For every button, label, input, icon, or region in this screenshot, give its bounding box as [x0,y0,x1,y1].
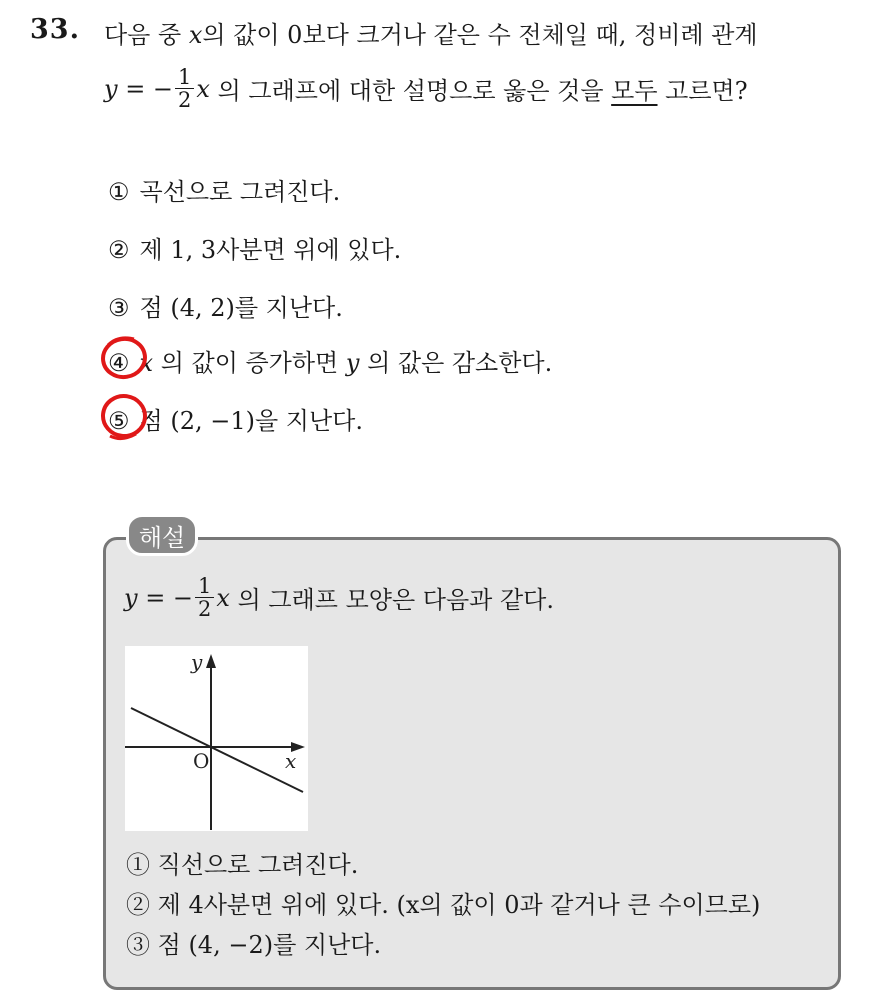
fraction: $\frac{1}{2}$ [175,66,194,111]
choice-text: 점 (4, 2)를 지난다. [139,294,343,322]
underlined-word: 모두 [611,77,658,105]
choice-marker: ② [108,236,130,264]
choice-2[interactable] [108,230,401,265]
choice-marker: ④ [108,349,130,377]
y-axis-arrow [206,654,216,668]
choice-marker: ① [108,178,130,206]
choice-1[interactable] [108,172,340,207]
graph-svg [125,646,308,831]
variable-x: x [188,21,203,49]
graph-figure [125,646,308,831]
choice-text: 점 (2, −1)을 지난다. [139,407,363,435]
solution-line-1: ① 직선으로 그려진다. [126,851,359,879]
choice-3[interactable] [108,288,343,323]
choice-marker: ⑤ [108,407,130,435]
graph-line [131,708,303,792]
choice-text: 곡선으로 그려진다. [139,178,341,206]
origin-label: O [193,749,210,773]
choice-4[interactable]: ④ x 의 값이 증가하면 y 의 값은 감소한다. [108,349,553,377]
choice-marker: ③ [108,294,130,322]
fraction: $\frac{1}{2}$ [195,575,214,620]
answer-circle-4 [98,333,154,385]
solution-line-2: ② 제 4사분면 위에 있다. (x의 값이 0과 같거나 큰 수이므로) [126,891,761,919]
question-line-1: 다음 중 x의 값이 0보다 크거나 같은 수 전체일 때, 정비례 관계 [104,21,758,49]
question-line-2: y = − $\frac{1}{2}$ x 의 그래프에 대한 설명으로 옳은 것을 모두 고르면? [104,65,748,112]
x-label: x [285,749,297,773]
solution-line-3: ③ 점 (4, −2)를 지난다. [126,931,382,959]
solution-equation: y = − $\frac{1}{2}$ x 의 그래프 모양은 다음과 같다. [124,574,554,621]
answer-circle-5 [98,390,154,444]
question-number: 33. [30,14,80,45]
equation-lhs: y = − [104,74,174,103]
y-label: y [191,650,203,674]
solution-tag: 해설 [126,514,198,556]
choice-text: 제 1, 3사분면 위에 있다. [139,236,402,264]
